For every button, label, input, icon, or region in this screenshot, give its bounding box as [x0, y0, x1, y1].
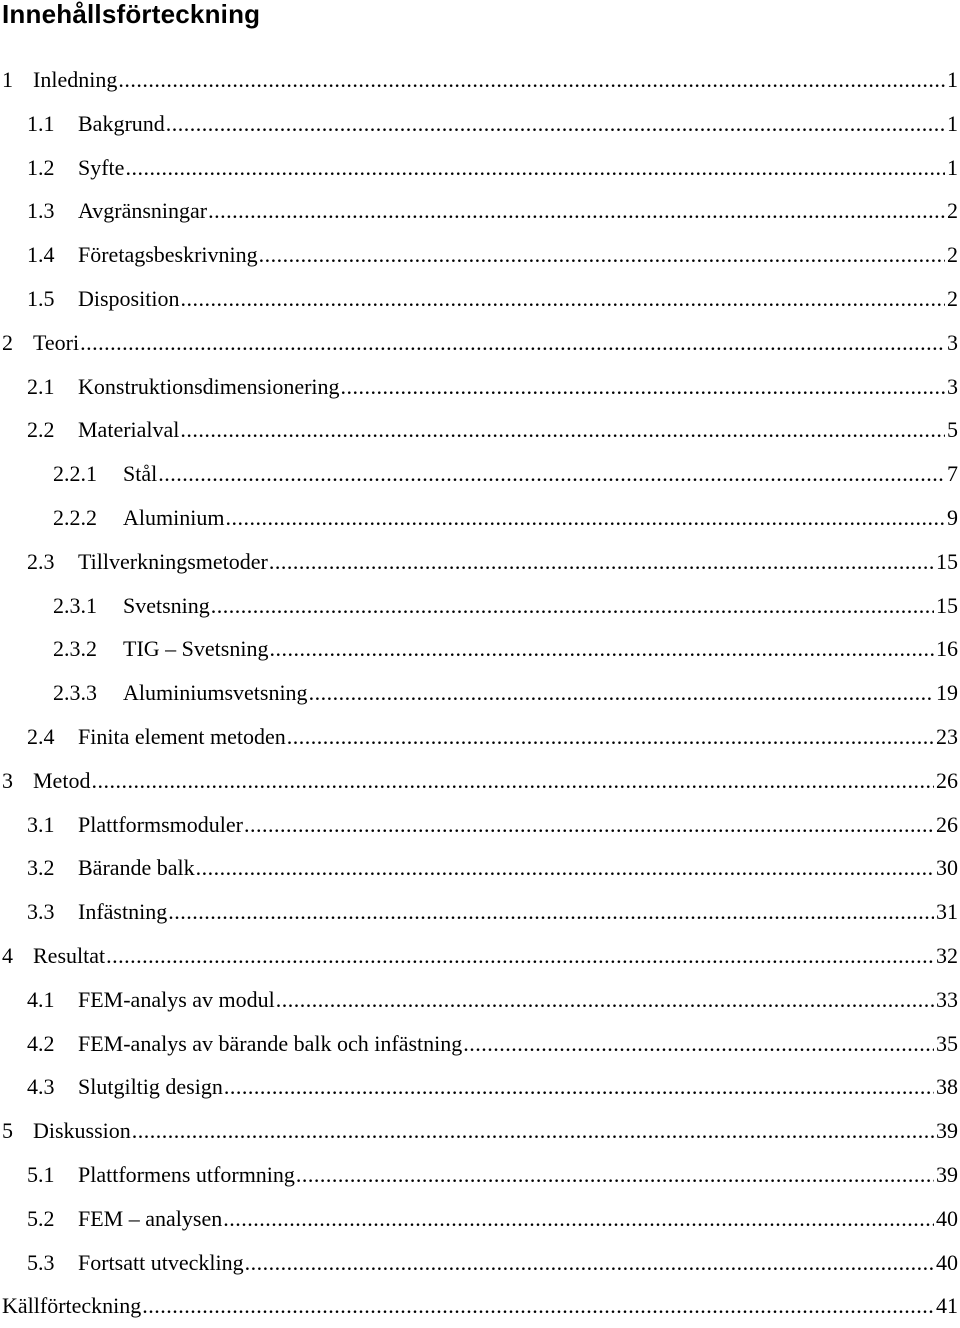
table-of-contents — [0, 58, 960, 1328]
toc-entry-title: Metod — [33, 767, 91, 793]
toc-entry[interactable] — [0, 671, 960, 715]
toc-entry-page-number: 1 — [947, 67, 958, 92]
toc-entry-number: 4.3 — [27, 1074, 55, 1100]
page-title: Innehållsförteckning — [2, 0, 261, 29]
toc-entry[interactable] — [0, 803, 960, 847]
toc-entry-number: 2.3.3 — [53, 680, 97, 706]
toc-dot-leader — [341, 365, 945, 409]
toc-entry-number: 4.2 — [27, 1030, 55, 1056]
toc-entry-page-number: 2 — [947, 198, 958, 224]
toc-entry[interactable] — [0, 496, 960, 540]
toc-entry-link[interactable] — [0, 1197, 960, 1241]
toc-entry[interactable] — [0, 58, 960, 102]
toc-entry-title: Avgränsningar — [78, 198, 208, 224]
toc-dot-leader — [287, 715, 934, 759]
toc-entry-page-number: 19 — [936, 680, 958, 706]
toc-dot-leader — [269, 540, 934, 584]
toc-dot-leader — [276, 978, 934, 1022]
toc-entry-title: Slutgiltig design — [78, 1074, 223, 1100]
toc-entry-page-number: 31 — [936, 899, 958, 925]
toc-entry-link[interactable] — [0, 233, 960, 277]
toc-entry-page-number: 41 — [936, 1293, 958, 1319]
toc-entry-page-number: 26 — [936, 811, 958, 837]
toc-entry[interactable] — [0, 1065, 960, 1109]
toc-entry-number: 2.2.2 — [53, 504, 97, 530]
toc-entry-title: Aluminium — [123, 504, 225, 530]
toc-entry-link[interactable] — [0, 452, 960, 496]
toc-entry[interactable] — [0, 846, 960, 890]
toc-entry[interactable] — [0, 277, 960, 321]
toc-entry-page-number: 38 — [936, 1074, 958, 1100]
toc-dot-leader — [168, 890, 934, 934]
toc-entry-page-number: 3 — [947, 373, 958, 399]
toc-entry-title: FEM-analys av bärande balk och infästning — [78, 1030, 463, 1056]
toc-entry-link[interactable] — [0, 321, 960, 365]
toc-entry-title: Bakgrund — [78, 110, 165, 136]
toc-entry[interactable] — [0, 1109, 960, 1153]
toc-entry-link[interactable] — [0, 496, 960, 540]
toc-dot-leader — [80, 321, 945, 365]
toc-entry-number: 2.3 — [27, 548, 55, 574]
toc-entry-title: Syfte — [78, 154, 125, 180]
toc-entry[interactable] — [0, 146, 960, 190]
toc-dot-leader — [224, 1065, 934, 1109]
toc-entry-page-number: 2 — [947, 242, 958, 268]
toc-entry-link[interactable] — [0, 1284, 960, 1328]
toc-entry-link[interactable] — [0, 1153, 960, 1197]
toc-entry[interactable] — [0, 1153, 960, 1197]
toc-entry-page-number: 5 — [947, 417, 958, 443]
toc-entry-title: Plattformsmoduler — [78, 811, 243, 837]
toc-entry-number: 2.4 — [27, 723, 55, 749]
toc-dot-leader — [166, 102, 945, 146]
toc-entry-link[interactable] — [0, 277, 960, 321]
toc-entry-link[interactable] — [0, 408, 960, 452]
toc-entry-title: Svetsning — [123, 592, 210, 618]
toc-entry-link[interactable] — [0, 890, 960, 934]
toc-entry-title: Disposition — [78, 285, 180, 311]
toc-dot-leader — [125, 146, 945, 190]
toc-entry-number: 2 — [2, 329, 13, 355]
toc-dot-leader — [158, 452, 945, 496]
toc-entry[interactable] — [0, 759, 960, 803]
toc-entry[interactable] — [0, 540, 960, 584]
toc-entry-page-number: 32 — [936, 942, 958, 968]
toc-entry-link[interactable] — [0, 759, 960, 803]
toc-entry-title: Stål — [123, 461, 158, 487]
toc-entry[interactable] — [0, 102, 960, 146]
toc-entry-number: 2.3.1 — [53, 592, 97, 618]
toc-entry-link[interactable] — [0, 627, 960, 671]
toc-dot-leader — [463, 1022, 934, 1066]
toc-entry[interactable] — [0, 408, 960, 452]
toc-entry[interactable] — [0, 452, 960, 496]
toc-entry-number: 5.3 — [27, 1249, 55, 1275]
toc-entry-title: FEM – analysen — [78, 1205, 223, 1231]
toc-entry-page-number: 23 — [936, 723, 958, 749]
toc-entry-title: Materialval — [78, 417, 180, 443]
toc-entry-number: 3.2 — [27, 855, 55, 881]
toc-entry-page-number: 3 — [947, 329, 958, 355]
toc-entry-number: 2.2 — [27, 417, 55, 443]
toc-entry-title: Tillverkningsmetoder — [78, 548, 268, 574]
toc-entry-title: Plattformens utformning — [78, 1161, 295, 1187]
toc-entry-page-number: 9 — [947, 504, 958, 530]
toc-entry-link[interactable] — [0, 1241, 960, 1285]
toc-entry-title: Teori — [33, 329, 80, 355]
toc-entry-link[interactable] — [0, 102, 960, 146]
toc-entry-number: 1.3 — [27, 198, 55, 224]
toc-dot-leader — [196, 846, 934, 890]
toc-entry-number: 5.2 — [27, 1205, 55, 1231]
toc-dot-leader — [132, 1109, 934, 1153]
toc-entry-page-number: 1 — [947, 154, 958, 180]
toc-dot-leader — [211, 584, 934, 628]
toc-entry-page-number: 40 — [936, 1249, 958, 1275]
toc-entry-link[interactable] — [0, 58, 960, 102]
toc-dot-leader — [142, 1284, 934, 1328]
toc-dot-leader — [91, 759, 934, 803]
toc-entry[interactable] — [0, 365, 960, 409]
toc-entry-page-number: 2 — [947, 285, 958, 311]
toc-entry-page-number: 35 — [936, 1030, 958, 1056]
toc-entry-number: 5 — [2, 1118, 13, 1144]
toc-entry-link[interactable] — [0, 978, 960, 1022]
toc-entry-link[interactable] — [0, 803, 960, 847]
toc-entry-page-number: 15 — [936, 592, 958, 618]
toc-entry[interactable] — [0, 627, 960, 671]
toc-entry[interactable] — [0, 934, 960, 978]
toc-dot-leader — [106, 934, 934, 978]
toc-entry-link[interactable] — [0, 671, 960, 715]
toc-entry[interactable] — [0, 189, 960, 233]
toc-entry-link[interactable] — [0, 934, 960, 978]
toc-entry[interactable] — [0, 715, 960, 759]
toc-dot-leader — [223, 1197, 934, 1241]
toc-entry-number: 3.3 — [27, 899, 55, 925]
toc-entry[interactable] — [0, 584, 960, 628]
toc-entry-number: 1.2 — [27, 154, 55, 180]
toc-entry-page-number: 39 — [936, 1118, 958, 1144]
toc-dot-leader — [225, 496, 945, 540]
toc-entry-link[interactable] — [0, 146, 960, 190]
toc-entry-number: 3 — [2, 767, 13, 793]
toc-dot-leader — [244, 803, 934, 847]
toc-dot-leader — [180, 408, 945, 452]
toc-entry-link[interactable] — [0, 715, 960, 759]
toc-entry-number: 2.3.2 — [53, 636, 97, 662]
toc-entry-title: Finita element metoden — [78, 723, 286, 749]
toc-entry-number: 1.5 — [27, 285, 55, 311]
toc-entry-title: Bärande balk — [78, 855, 195, 881]
toc-entry-number: 1.4 — [27, 242, 55, 268]
toc-entry-title: Konstruktionsdimensionering — [78, 373, 340, 399]
toc-dot-leader — [208, 189, 945, 233]
toc-entry[interactable] — [0, 233, 960, 277]
toc-entry-number: 2.1 — [27, 373, 55, 399]
toc-entry-title: Diskussion — [33, 1118, 131, 1144]
toc-entry-number: 5.1 — [27, 1161, 55, 1187]
toc-entry-number: 2.2.1 — [53, 461, 97, 487]
toc-entry-page-number: 39 — [936, 1161, 958, 1187]
toc-entry-page-number: 16 — [936, 636, 958, 662]
toc-entry-page-number: 40 — [936, 1205, 958, 1231]
toc-entry-title: FEM-analys av modul — [78, 986, 275, 1012]
toc-entry-number: 4.1 — [27, 986, 55, 1012]
toc-entry-link[interactable] — [0, 584, 960, 628]
toc-dot-leader — [245, 1241, 934, 1285]
toc-entry-title: Fortsatt utveckling — [78, 1249, 244, 1275]
toc-entry-title: Källförteckning — [2, 1293, 142, 1319]
toc-dot-leader — [259, 233, 945, 277]
toc-entry-link[interactable] — [0, 1109, 960, 1153]
toc-entry-page-number: 1 — [947, 110, 958, 136]
toc-entry-number: 1.1 — [27, 110, 55, 136]
toc-dot-leader — [180, 277, 945, 321]
toc-entry-title: Resultat — [33, 942, 106, 968]
toc-entry[interactable] — [0, 1022, 960, 1066]
toc-entry-title: Företagsbeskrivning — [78, 242, 258, 268]
toc-entry-number: 3.1 — [27, 811, 55, 837]
toc-dot-leader — [118, 58, 945, 102]
toc-entry[interactable] — [0, 1241, 960, 1285]
toc-entry-page-number: 33 — [936, 986, 958, 1012]
toc-entry-link[interactable] — [0, 189, 960, 233]
toc-entry-number: 4 — [2, 942, 13, 968]
toc-entry-number: 1 — [2, 67, 13, 92]
toc-entry-link[interactable] — [0, 365, 960, 409]
toc-dot-leader — [296, 1153, 934, 1197]
toc-entry-link[interactable] — [0, 846, 960, 890]
toc-dot-leader — [309, 671, 934, 715]
toc-entry-page-number: 30 — [936, 855, 958, 881]
toc-dot-leader — [269, 627, 934, 671]
toc-entry[interactable] — [0, 890, 960, 934]
toc-entry-title: TIG – Svetsning — [123, 636, 269, 662]
toc-entry[interactable] — [0, 1197, 960, 1241]
toc-entry-link[interactable] — [0, 540, 960, 584]
toc-entry-page-number: 26 — [936, 767, 958, 793]
toc-entry-page-number: 15 — [936, 548, 958, 574]
toc-entry-title: Inledning — [33, 67, 118, 92]
toc-entry[interactable] — [0, 1284, 960, 1328]
toc-entry-title: Infästning — [78, 899, 168, 925]
toc-entry-link[interactable] — [0, 1022, 960, 1066]
toc-entry-link[interactable] — [0, 1065, 960, 1109]
toc-entry-page-number: 7 — [947, 461, 958, 487]
toc-entry[interactable] — [0, 978, 960, 1022]
toc-entry[interactable] — [0, 321, 960, 365]
toc-entry-title: Aluminiumsvetsning — [123, 680, 308, 706]
